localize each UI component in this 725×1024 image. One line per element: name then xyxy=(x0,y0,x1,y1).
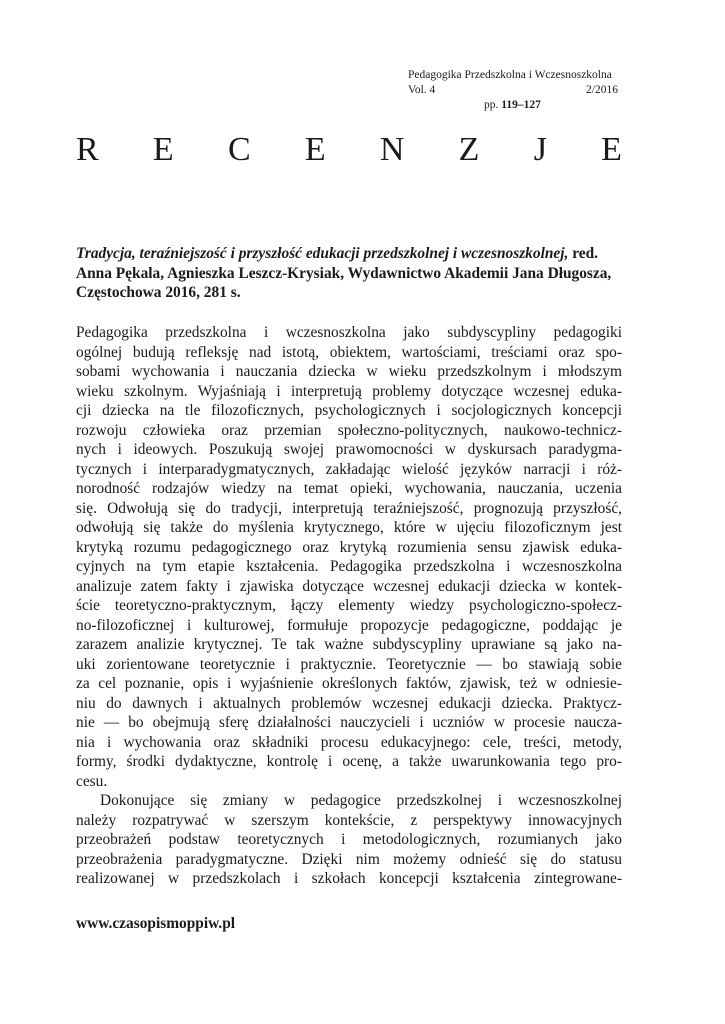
section-letter: N xyxy=(379,131,405,168)
journal-header xyxy=(408,68,618,113)
body-line: się. Odwołują się do tradycji, interpretują teraźniejszość, prognozują przyszłość, xyxy=(76,499,622,517)
pages-prefix: pp. xyxy=(484,99,502,111)
body-line: no-filozoficznej i kulturowej, formułuje propozycje pedagogiczne, poddając je xyxy=(76,616,622,634)
review-citation xyxy=(76,244,622,303)
body-line: krytyką rozumu pedagogicznego oraz krytyką rozumienia sensu zjawisk eduka- xyxy=(76,538,622,556)
body-line: analizuje zatem fakty i zjawiska dotyczące wczesnej edukacji dziecka w kontek- xyxy=(76,577,622,595)
section-letter: Z xyxy=(458,131,480,168)
section-letter: J xyxy=(533,131,547,168)
journal-volume: Vol. 4 xyxy=(408,84,436,96)
body-line: cyjnych na tym etapie kształcenia. Pedagogika przedszkolna i wczesnoszkolna xyxy=(76,558,622,575)
body-line: Pedagogika przedszkolna i wczesnoszkolna jako subdyscypliny pedagogiki xyxy=(76,324,622,341)
body-line: ogólnej budują refleksję nad istotą, obiektem, wartościami, treściami oraz spo- xyxy=(76,343,622,361)
review-title: Tradycja, teraźniejszość i przyszłość edukacji przedszkolnej i wczesnoszkolnej, xyxy=(76,245,569,262)
body-line: zarazem analizie krytycznej. Te tak ważne subdyscypliny uprawiane są jako na- xyxy=(76,636,622,653)
body-line: niu do dawnych i aktualnych problemów wczesnej edukacji dziecka. Praktycz- xyxy=(76,694,622,712)
section-letter: C xyxy=(227,131,251,168)
journal-issue: 2/2016 xyxy=(586,84,618,96)
body-text xyxy=(76,323,622,889)
journal-name: Pedagogika Przedszkolna i Wczesnoszkolna xyxy=(408,69,612,81)
body-line: odwołują się także do myślenia krytycznego, które w ujęciu filozoficznym jest xyxy=(76,519,622,536)
body-line: nie — bo obejmują sferę działalności nauczycieli i uczniów w procesie naucza- xyxy=(76,714,622,731)
body-line: norodność rodzajów wiedzy na temat opieki, wychowania, nauczania, uczenia xyxy=(76,480,622,497)
section-heading xyxy=(76,130,622,170)
journal-pages xyxy=(484,98,618,113)
section-letter: E xyxy=(152,131,174,168)
body-line: uki zorientowane teoretycznie i praktycznie. Teoretycznie — bo stawiają sobie xyxy=(76,655,622,673)
body-line: nych i ideowych. Poszukują swojej prawomocności w dyskursach paradygma- xyxy=(76,441,622,458)
body-line: należy rozpatrywać w szerszym kontekście, z perspektywy innowacyjnych xyxy=(76,811,622,829)
body-line: wieku szkolnym. Wyjaśniają i interpretują problemy dotyczące wczesnej eduka- xyxy=(76,382,622,400)
body-line: formy, środki dydaktyczne, kontrolę i ocenę, a także uwarunkowania tego pro- xyxy=(76,753,622,770)
body-line: przeobrażeń podstaw teoretycznych i metodologicznych, rozumianych jako xyxy=(76,831,622,848)
journal-volume-row xyxy=(408,83,618,98)
body-line: cji dziecka na tle filozoficznych, psychologicznych i socjologicznych koncepcji xyxy=(76,402,622,419)
review-meta: red. Anna Pękala, Agnieszka Leszcz-Krysiak, Wydawnictwo Akademii Jana Długosza, Częstochowa 2016, 281 s. xyxy=(76,245,612,301)
section-letter: E xyxy=(601,131,622,168)
footer-url[interactable]: www.czasopismoppiw.pl xyxy=(76,915,236,932)
body-line: za cel poznanie, opis i wyjaśnienie określonych faktów, zjawisk, też w odniesie- xyxy=(76,675,622,692)
body-line: sobami wychowania i nauczania dziecka w wieku przedszkolnym i młodszym xyxy=(76,363,622,380)
body-line: tycznych i interparadygmatycznych, zakładając wielość języków narracji i róż- xyxy=(76,460,622,478)
body-line: realizowanej w przedszkolach i szkołach koncepcji kształcenia zintegrowane- xyxy=(76,870,622,887)
body-line: nia i wychowania oraz składniki procesu edukacyjnego: cele, treści, metody, xyxy=(76,733,622,751)
section-letter: E xyxy=(304,131,326,168)
body-line: przeobrażenia paradygmatyczne. Dzięki nim możemy odnieść się do statusu xyxy=(76,850,622,868)
body-line: rozwoju człowieka oraz przemian społeczno-politycznych, naukowo-technicz- xyxy=(76,421,622,439)
body-line: cesu. xyxy=(76,772,108,790)
body-line: ście teoretyczno-praktycznym, łączy elementy wiedzy psychologiczno-społecz- xyxy=(76,597,622,614)
pages-range: 119–127 xyxy=(501,99,541,111)
body-line: Dokonujące się zmiany w pedagogice przedszkolnej i wczesnoszkolnej xyxy=(100,792,622,809)
section-letter: R xyxy=(76,131,99,168)
